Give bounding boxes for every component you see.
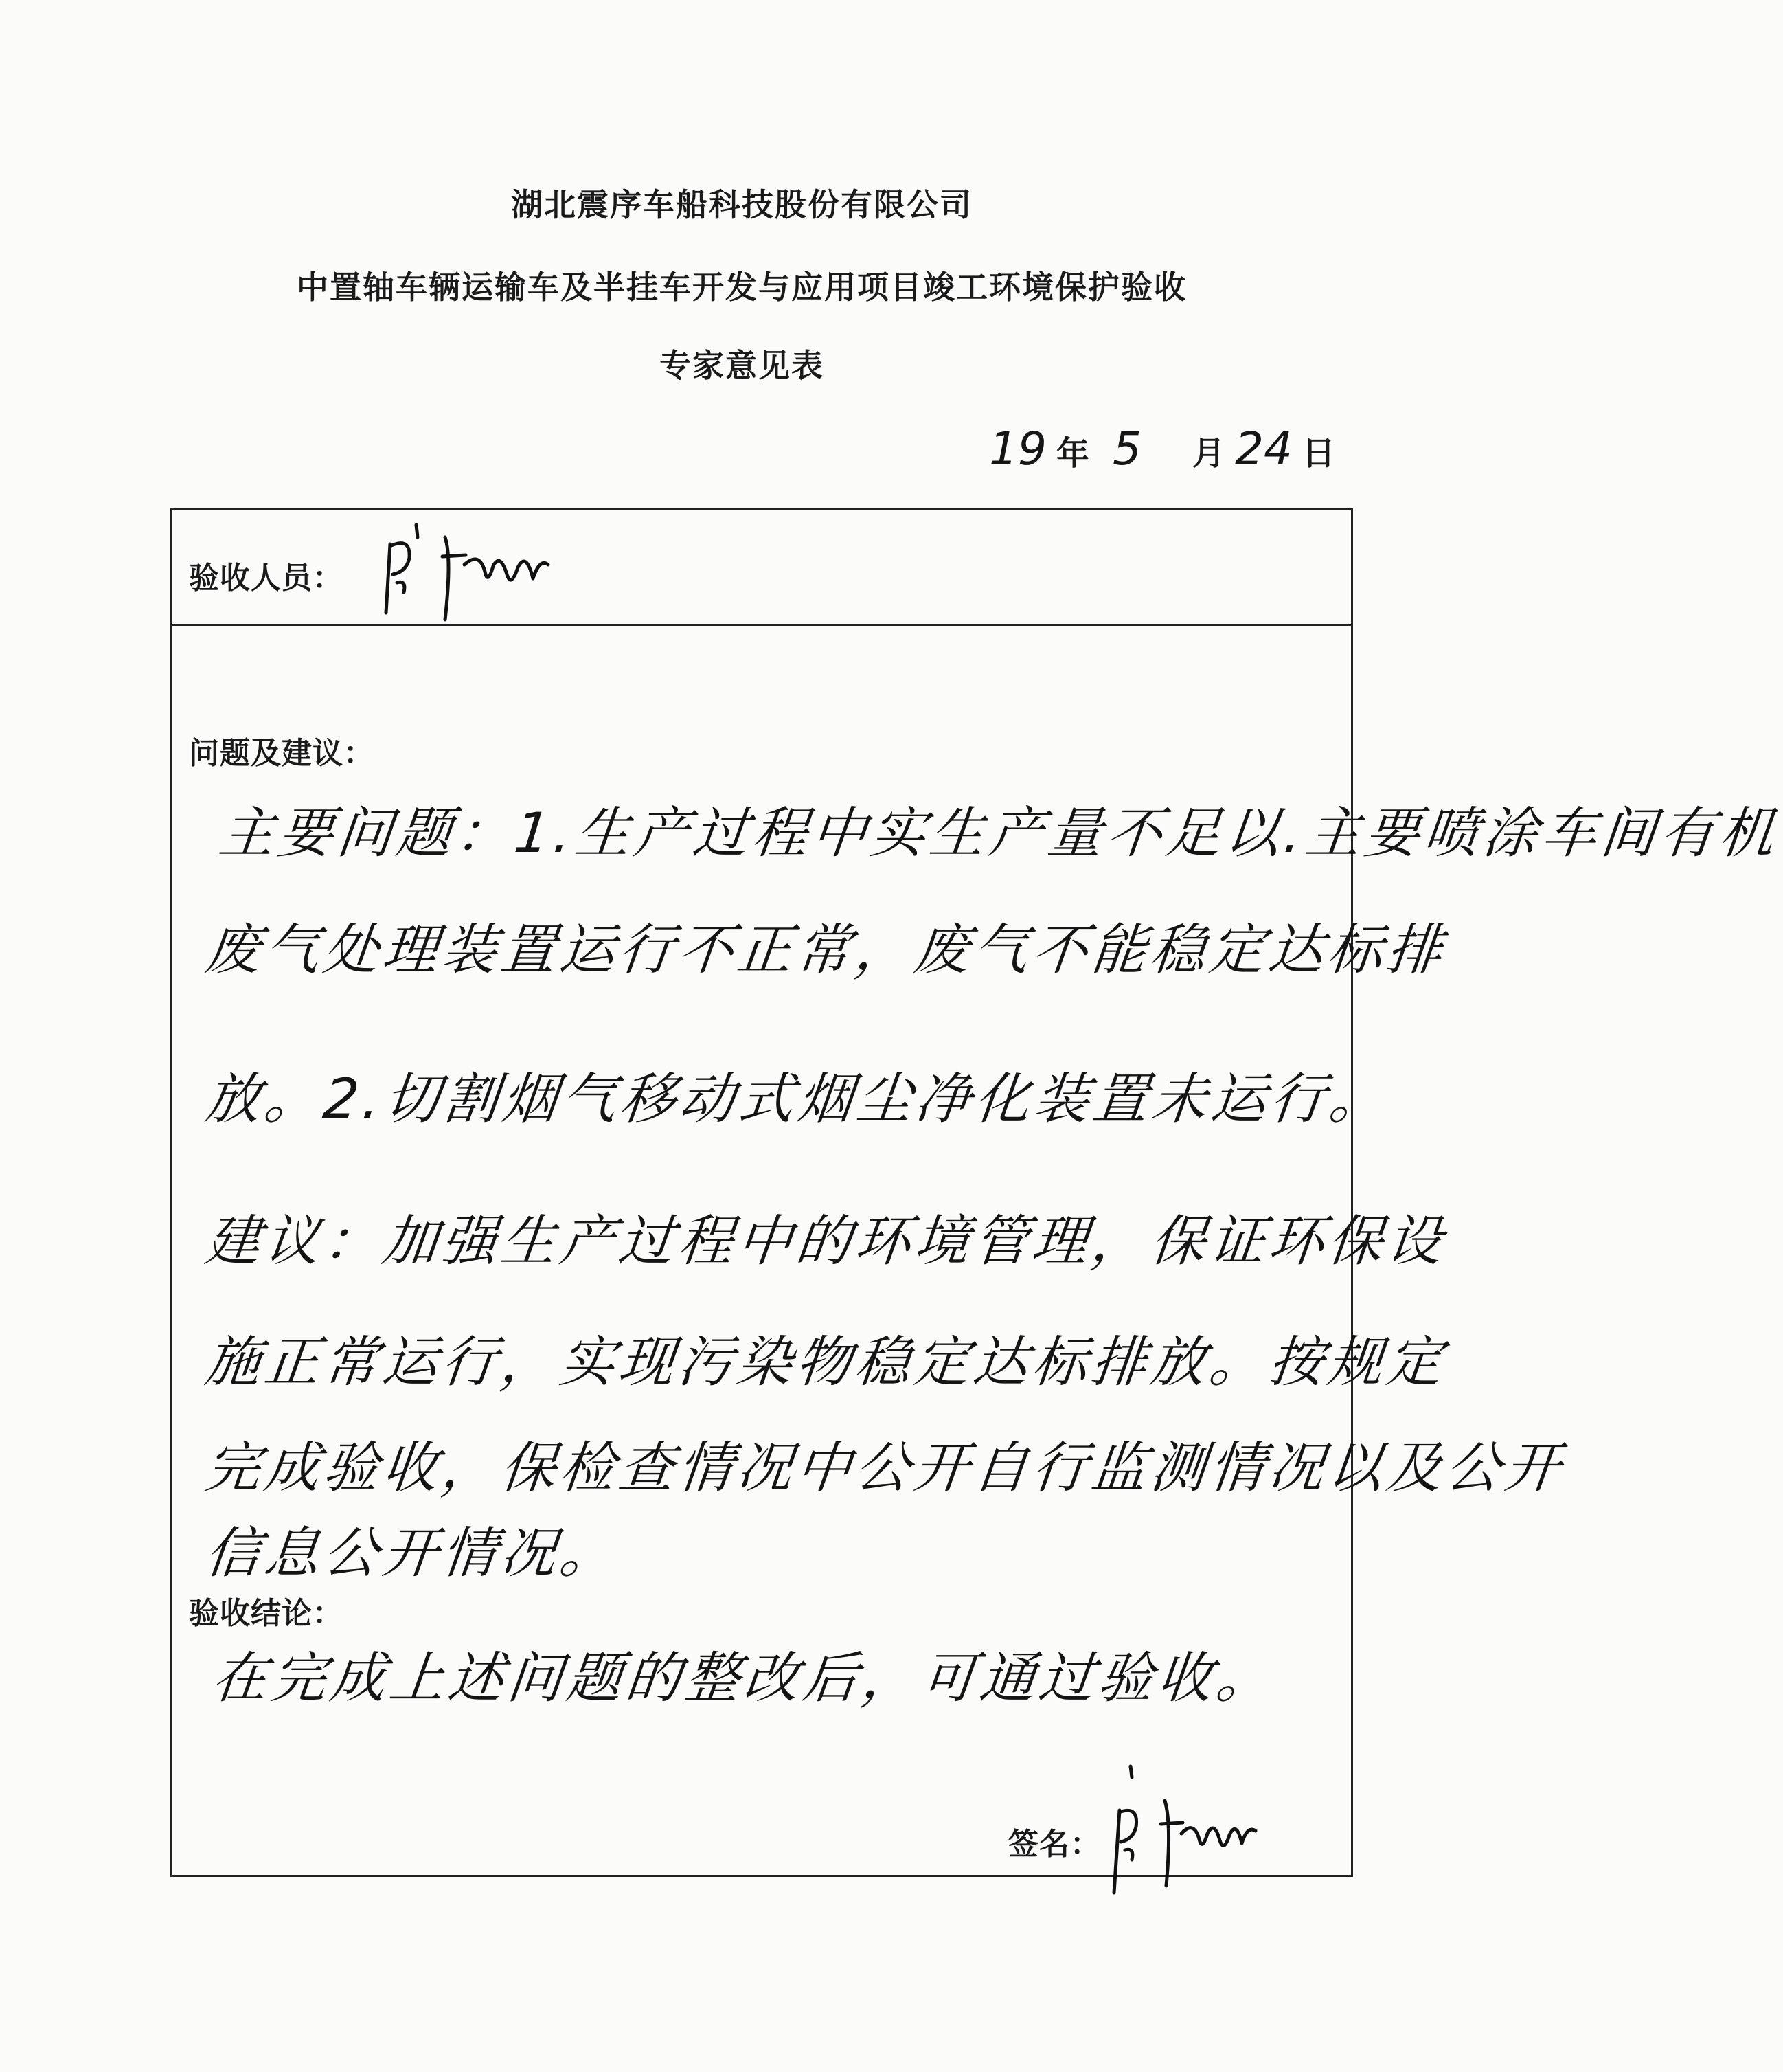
form-title: 专家意见表 (659, 347, 824, 384)
inspector-signature (376, 517, 569, 627)
issue-line-6: 完成验收，保检查情况中公开自行监测情况以及公开 (202, 1436, 1568, 1500)
expert-signature (1106, 1762, 1264, 1900)
year-label: 年 (1056, 434, 1089, 473)
inspector-label: 验收人员： (189, 561, 343, 596)
month-value: 5 (1113, 423, 1142, 475)
issue-line-7: 信息公开情况。 (202, 1521, 623, 1585)
date-line (989, 423, 1335, 484)
issue-line-4: 建议：加强生产过程中的环境管理，保证环保设 (202, 1209, 1450, 1273)
signature-label: 签名： (1008, 1827, 1101, 1862)
conclusion-label: 验收结论： (189, 1596, 343, 1631)
issue-line-2: 废气处理装置运行不正常，废气不能稳定达标排 (202, 918, 1450, 982)
company-name: 湖北震序车船科技股份有限公司 (511, 186, 973, 223)
year-value: 19 (989, 423, 1047, 475)
project-title: 中置轴车辆运输车及半挂车开发与应用项目竣工环境保护验收 (297, 269, 1187, 306)
row-divider (170, 624, 1353, 626)
issues-label: 问题及建议： (189, 736, 374, 771)
issue-line-3: 放。2.切割烟气移动式烟尘净化装置未运行。 (202, 1067, 1392, 1131)
day-label: 日 (1302, 434, 1336, 473)
issue-line-5: 施正常运行，实现污染物稳定达标排放。按规定 (202, 1330, 1450, 1394)
month-label: 月 (1192, 434, 1226, 473)
conclusion-text: 在完成上述问题的整改后，可通过验收。 (209, 1646, 1280, 1710)
issue-line-1: 主要问题：1.生产过程中实生产量不足以.主要喷涂车间有机 (216, 801, 1782, 865)
day-value: 24 (1235, 423, 1293, 475)
